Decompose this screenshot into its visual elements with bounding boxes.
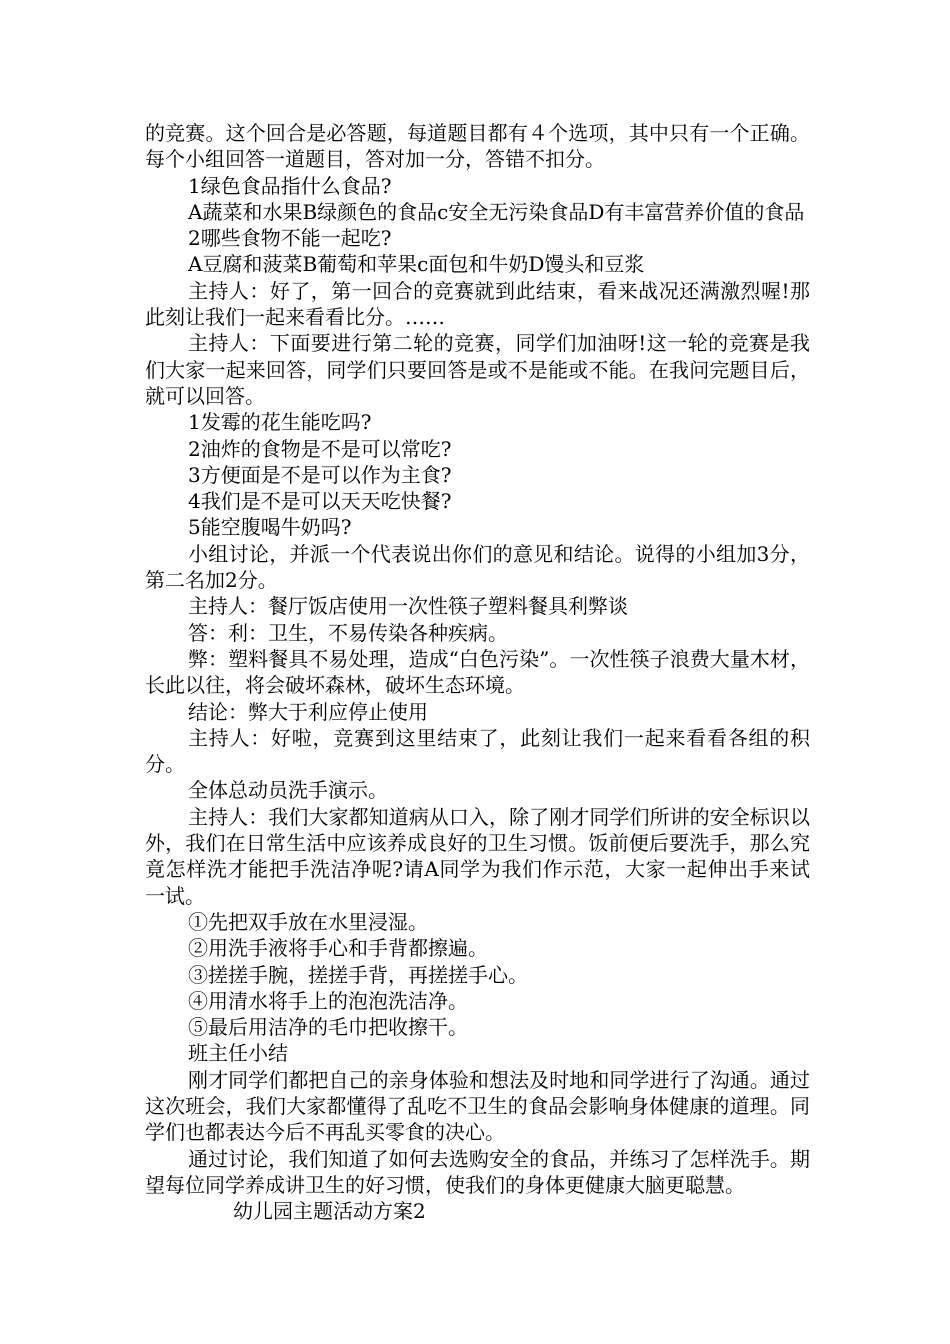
paragraph: ①先把双手放在水里浸湿。 bbox=[188, 909, 428, 934]
paragraph: 弊：塑料餐具不易处理，造成“白色污染”。一次性筷子浪费大量木材，长此以往，将会破坏森林，破坏生态环境。 bbox=[145, 646, 810, 698]
paragraph: ②用洗手液将手心和手背都擦遍。 bbox=[188, 936, 488, 961]
paragraph: 主持人：好啦，竞赛到这里结束了，此刻让我们一起来看看各组的积分。 bbox=[145, 725, 810, 777]
paragraph: 1绿色食品指什么食品? bbox=[188, 173, 392, 198]
paragraph: 主持人：餐厅饭店使用一次性筷子塑料餐具利弊谈 bbox=[188, 594, 628, 619]
paragraph: 3方便面是不是可以作为主食? bbox=[188, 462, 452, 487]
paragraph: 答：利：卫生，不易传染各种疾病。 bbox=[188, 620, 508, 645]
paragraph: 小组讨论，并派一个代表说出你们的意见和结论。说得的小组加3分，第二名加2分。 bbox=[145, 541, 810, 593]
paragraph: 主持人：好了，第一回合的竞赛就到此结束，看来战况还满激烈喔!那此刻让我们一起来看看比分。…… bbox=[145, 278, 810, 330]
paragraph: ③搓搓手腕，搓搓手背，再搓搓手心。 bbox=[188, 962, 528, 987]
paragraph: ④用清水将手上的泡泡洗洁净。 bbox=[188, 988, 468, 1013]
paragraph: 5能空腹喝牛奶吗? bbox=[188, 515, 352, 540]
paragraph: 2哪些食物不能一起吃? bbox=[188, 226, 392, 251]
paragraph: 全体总动员洗手演示。 bbox=[188, 778, 388, 803]
document-page bbox=[145, 120, 810, 1224]
paragraph: A蔬菜和水果B绿颜色的食品c安全无污染食品D有丰富营养价值的食品 bbox=[188, 199, 805, 224]
paragraph: ⑤最后用洁净的毛巾把收擦干。 bbox=[188, 1015, 468, 1040]
paragraph: A豆腐和菠菜B葡萄和苹果c面包和牛奶D馒头和豆浆 bbox=[188, 252, 645, 277]
paragraph: 班主任小结 bbox=[188, 1041, 288, 1066]
paragraph: 4我们是不是可以天天吃快餐? bbox=[188, 489, 452, 514]
paragraph: 的竞赛。这个回合是必答题，每道题目都有４个选项，其中只有一个正确。每个小组回答一道题目，答对加一分，答错不扣分。 bbox=[145, 121, 810, 172]
paragraph: 1发霉的花生能吃吗? bbox=[188, 410, 372, 435]
paragraph: 2油炸的食物是不是可以常吃? bbox=[188, 436, 452, 461]
paragraph: 刚才同学们都把自己的亲身体验和想法及时地和同学进行了沟通。通过这次班会，我们大家都懂得了乱吃不卫生的食品会影响身体健康的道理。同学们也都表达今后不再乱买零食的决心。 bbox=[145, 1067, 810, 1145]
document-body bbox=[145, 120, 810, 1198]
paragraph: 主持人：下面要进行第二轮的竞赛，同学们加油呀!这一轮的竞赛是我们大家一起来回答，同学们只要回答是或不是能或不能。在我问完题目后，就可以回答。 bbox=[145, 331, 810, 408]
paragraph: 结论：弊大于利应停止使用 bbox=[188, 699, 428, 724]
paragraph: 通过讨论，我们知道了如何去选购安全的食品，并练习了怎样洗手。期望每位同学养成讲卫生的好习惯，使我们的身体更健康大脑更聪慧。 bbox=[145, 1146, 810, 1197]
section-heading: 幼儿园主题活动方案2 bbox=[233, 1199, 426, 1224]
paragraph: 主持人：我们大家都知道病从口入，除了刚才同学们所讲的安全标识以外，我们在日常生活中应该养成良好的卫生习惯。饭前便后要洗手，那么究竟怎样洗才能把手洗洁净呢?请A同学为我们作示范，大家一起伸出手来试一试。 bbox=[145, 804, 810, 908]
